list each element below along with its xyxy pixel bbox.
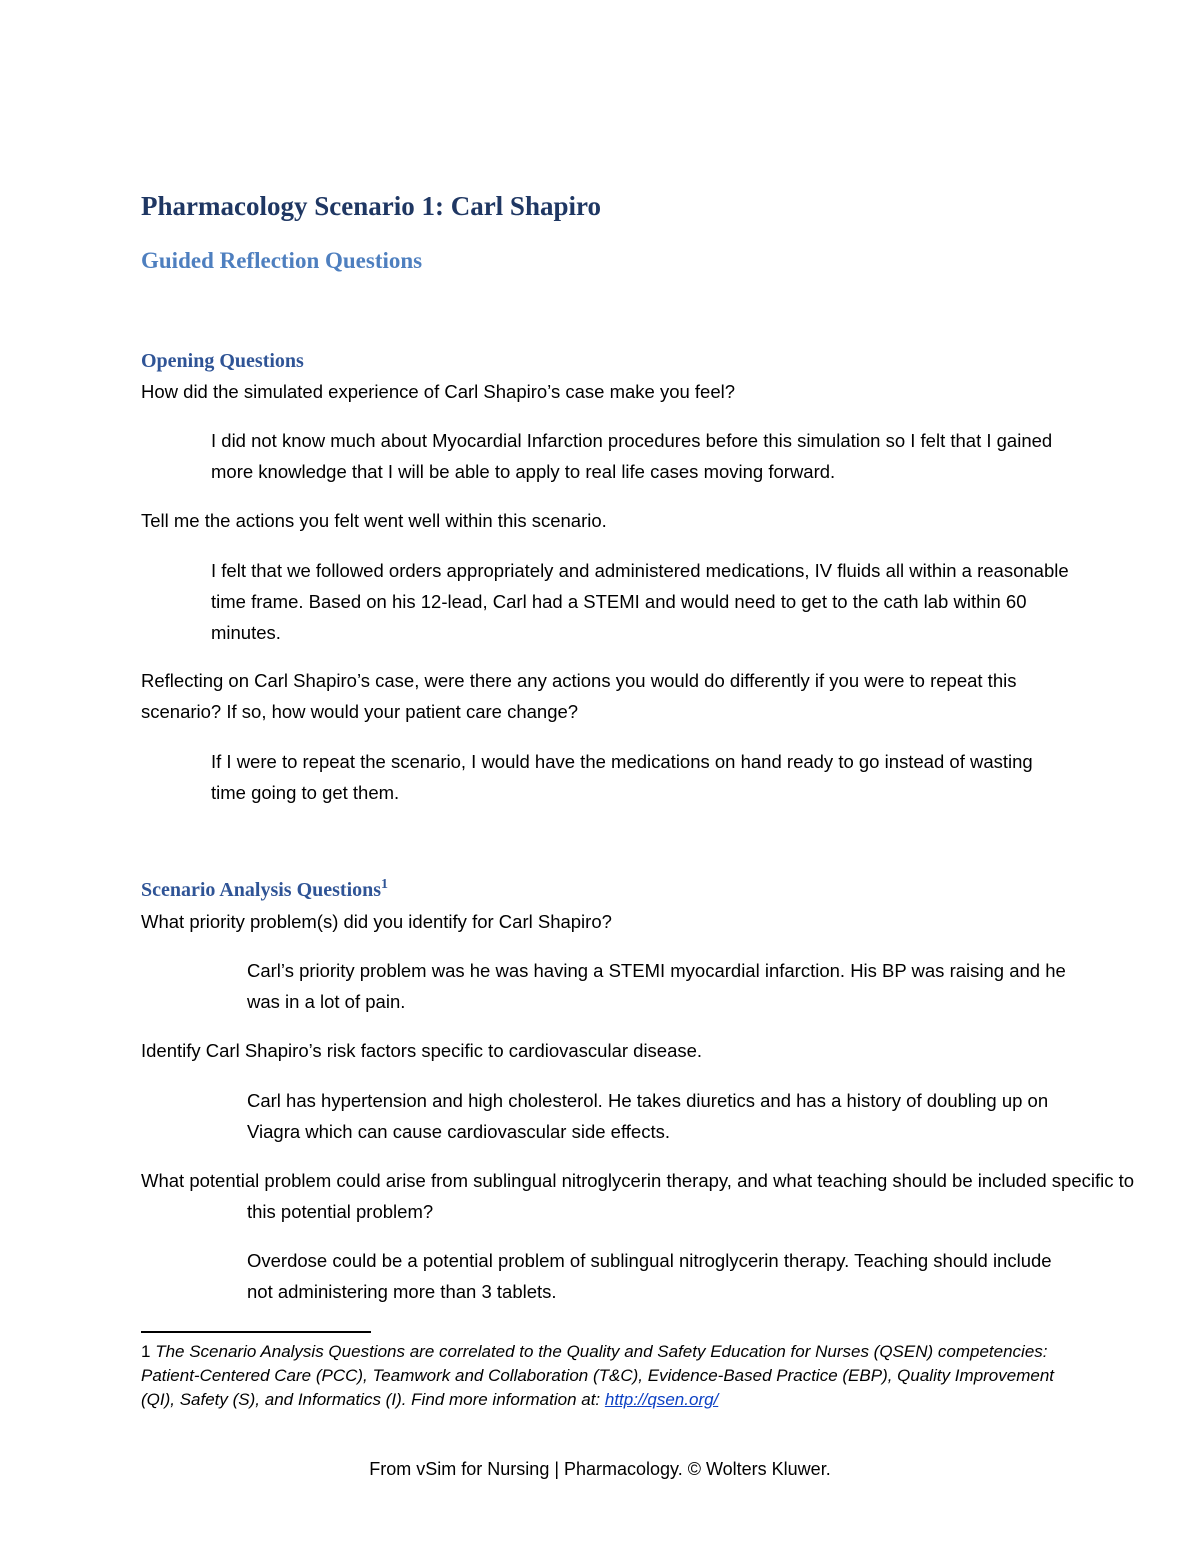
- qsen-link[interactable]: http://qsen.org/: [604, 1390, 719, 1409]
- analysis-answer-2: Carl has hypertension and high cholesterol. He takes diuretics and has a history of doubling up on Viagra which can cause cardiovascular side effects.: [247, 1090, 1049, 1142]
- page-title: Pharmacology Scenario 1: Carl Shapiro: [141, 191, 601, 221]
- page-subtitle: Guided Reflection Questions: [141, 248, 423, 273]
- opening-question-2: Tell me the actions you felt went well within this scenario.: [141, 510, 607, 531]
- opening-question-1: How did the simulated experience of Carl Shapiro’s case make you feel?: [141, 381, 736, 402]
- opening-answer-2: I felt that we followed orders appropriately and administered medications, IV fluids all within a reasonable time frame. Based on his 12-lead, Carl had a STEMI and would need to get to the cath lab within 60 minutes.: [211, 560, 1069, 643]
- opening-answer-1: I did not know much about Myocardial Infarction procedures before this simulation so I felt that I gained more knowledge that I will be able to apply to real life cases moving forward.: [211, 430, 1053, 482]
- analysis-question-3: What potential problem could arise from sublingual nitroglycerin therapy, and what teaching should be included specific to this potential problem?: [141, 1170, 1135, 1222]
- analysis-answer-1: Carl’s priority problem was he was having a STEMI myocardial infarction. His BP was raising and he was in a lot of pain.: [247, 960, 1066, 1012]
- opening-answer-3: If I were to repeat the scenario, I would have the medications on hand ready to go instead of wasting time going to get them.: [211, 751, 1033, 803]
- opening-questions-heading: Opening Questions: [141, 350, 304, 372]
- analysis-answer-3: Overdose could be a potential problem of sublingual nitroglycerin therapy. Teaching should include not administering more than 3 tablets.: [247, 1250, 1052, 1302]
- analysis-question-2: Identify Carl Shapiro’s risk factors specific to cardiovascular disease.: [141, 1040, 703, 1061]
- footnote-reference: 1: [381, 877, 389, 892]
- footnote: [141, 1340, 1071, 1412]
- scenario-analysis-heading: [141, 876, 388, 904]
- footnote-divider: [141, 1331, 371, 1333]
- page-footer: From vSim for Nursing | Pharmacology. © Wolters Kluwer.: [369, 1459, 831, 1479]
- opening-question-3: Reflecting on Carl Shapiro’s case, were there any actions you would do differently if you were to repeat this scenario? If so, how would your patient care change?: [141, 670, 1017, 722]
- scenario-analysis-heading-text: Scenario Analysis Questions: [141, 879, 382, 901]
- footnote-text: The Scenario Analysis Questions are correlated to the Quality and Safety Education for Nurses (QSEN) competencies: Patient-Centered Care (PCC), Teamwork and Collaboration (T&C), Evidence-Based Practice (EBP), Quality Improvement (QI), Safety (S), and Informatics (I). Find more information at:: [141, 1342, 1055, 1409]
- footnote-number: 1: [141, 1342, 151, 1361]
- analysis-question-1: What priority problem(s) did you identify for Carl Shapiro?: [141, 911, 612, 932]
